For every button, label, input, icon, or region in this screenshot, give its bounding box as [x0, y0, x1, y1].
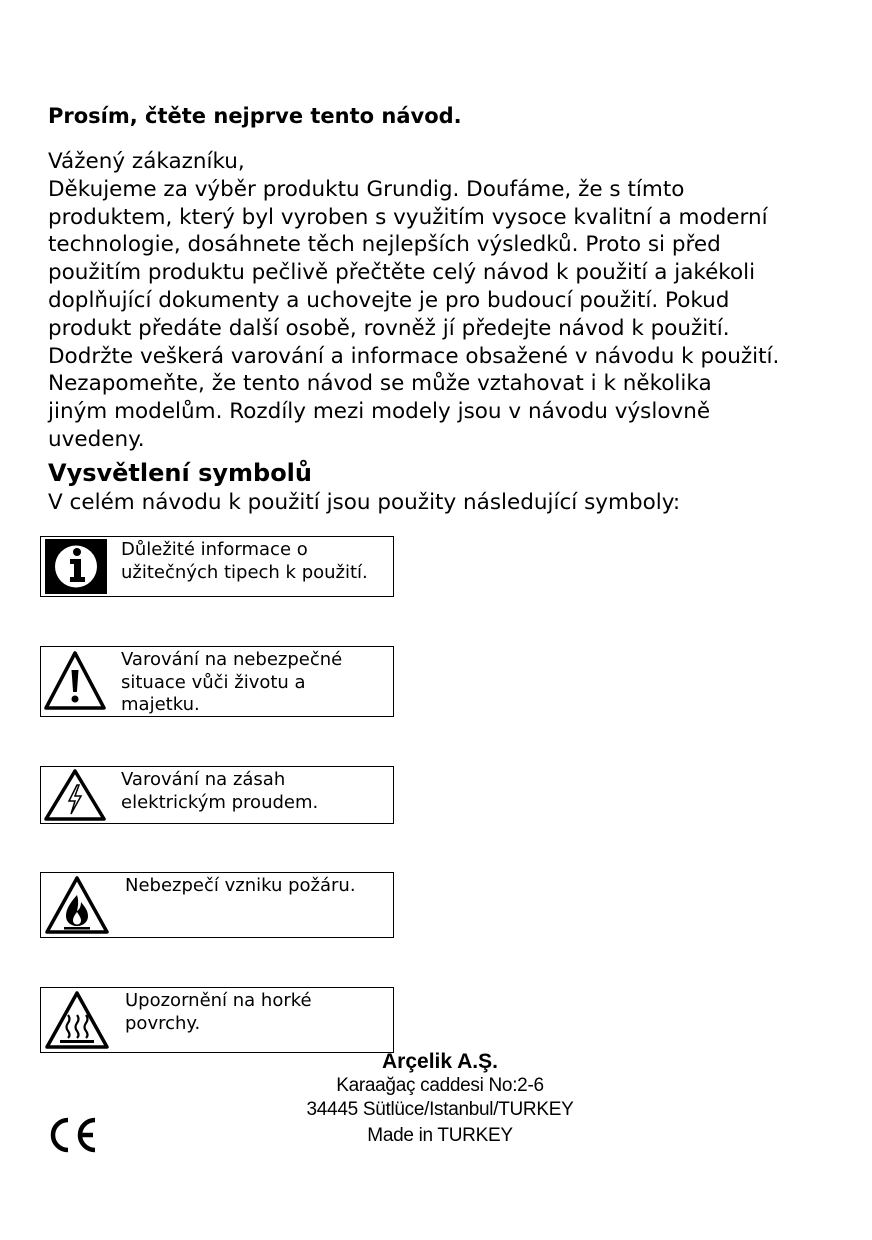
symbol-text-line: elektrickým proudem. [121, 791, 319, 813]
manufacturer-address [240, 1050, 640, 1148]
symbol-text [121, 649, 342, 717]
symbol-text-line: Důležité informace o [121, 539, 308, 560]
symbol-text [125, 990, 312, 1035]
symbols-intro: V celém návodu k použití jsou použity následující symboly: [48, 490, 681, 515]
intro-text [48, 148, 848, 454]
ce-mark-icon [47, 1116, 99, 1158]
electric-shock-icon [44, 768, 106, 826]
symbol-text-line: Varování na zásah [121, 769, 286, 790]
manufacturer-city: 34445 Sütlüce/Istanbul/TURKEY [306, 1099, 574, 1120]
symbols-heading: Vysvětlení symbolů [48, 459, 312, 487]
manufacturer-street: Karaağaç caddesi No:2-6 [336, 1075, 544, 1096]
symbol-text-line: povrchy. [125, 1012, 201, 1034]
intro-line: Nezapomeňte, že tento návod se může vztahovat i k několika [48, 371, 712, 397]
symbol-box-electric [40, 766, 394, 824]
page-heading: Prosím, čtěte nejprve tento návod. [48, 104, 462, 128]
intro-line: technologie, dosáhnete těch nejlepších výsledků. Proto si před [48, 232, 721, 258]
manufacturer-name: Arçelik A.Ş. [382, 1050, 498, 1073]
symbol-text-line: Upozornění na horké [125, 990, 312, 1011]
intro-line: produktem, který byl vyroben s využitím vysoce kvalitní a moderní [48, 204, 768, 230]
symbol-text-line: Nebezpečí vzniku požáru. [125, 875, 356, 896]
intro-line: jiným modelům. Rozdíly mezi modely jsou v návodu výslovně [48, 399, 711, 425]
intro-line: Vážený zákazníku, [48, 149, 245, 174]
hot-surface-icon [44, 990, 110, 1054]
symbol-text-line: Varování na nebezpečné [121, 649, 343, 670]
symbol-box-hot-surface [40, 987, 394, 1053]
symbol-box-warning [40, 646, 394, 717]
symbol-box-info [40, 536, 394, 597]
intro-line: doplňující dokumenty a uchovejte je pro budoucí použití. Pokud [48, 287, 730, 313]
intro-line: Dodržte veškerá varování a informace obsažené v návodu k použití. [48, 343, 780, 369]
symbol-text [125, 875, 356, 898]
fire-hazard-icon [44, 875, 110, 939]
intro-line: použitím produktu pečlivě přečtěte celý návod k použití a jakékoli [48, 260, 756, 286]
intro-line: uvedeny. [48, 426, 145, 452]
symbol-text-line: situace vůči životu a [121, 671, 306, 693]
symbol-text-line: majetku. [121, 694, 200, 715]
symbol-text [121, 769, 318, 814]
symbol-box-fire [40, 872, 394, 938]
intro-line: Děkujeme za výběr produktu Grundig. Doufáme, že s tímto [48, 176, 685, 202]
info-icon [45, 539, 107, 598]
intro-line: produkt předáte další osobě, rovněž jí předejte návod k použití. [48, 315, 730, 341]
manufacturer-origin: Made in TURKEY [367, 1125, 513, 1146]
symbol-text [121, 539, 368, 584]
warning-icon [44, 650, 106, 716]
symbol-text-line: užitečných tipech k použití. [121, 561, 368, 583]
